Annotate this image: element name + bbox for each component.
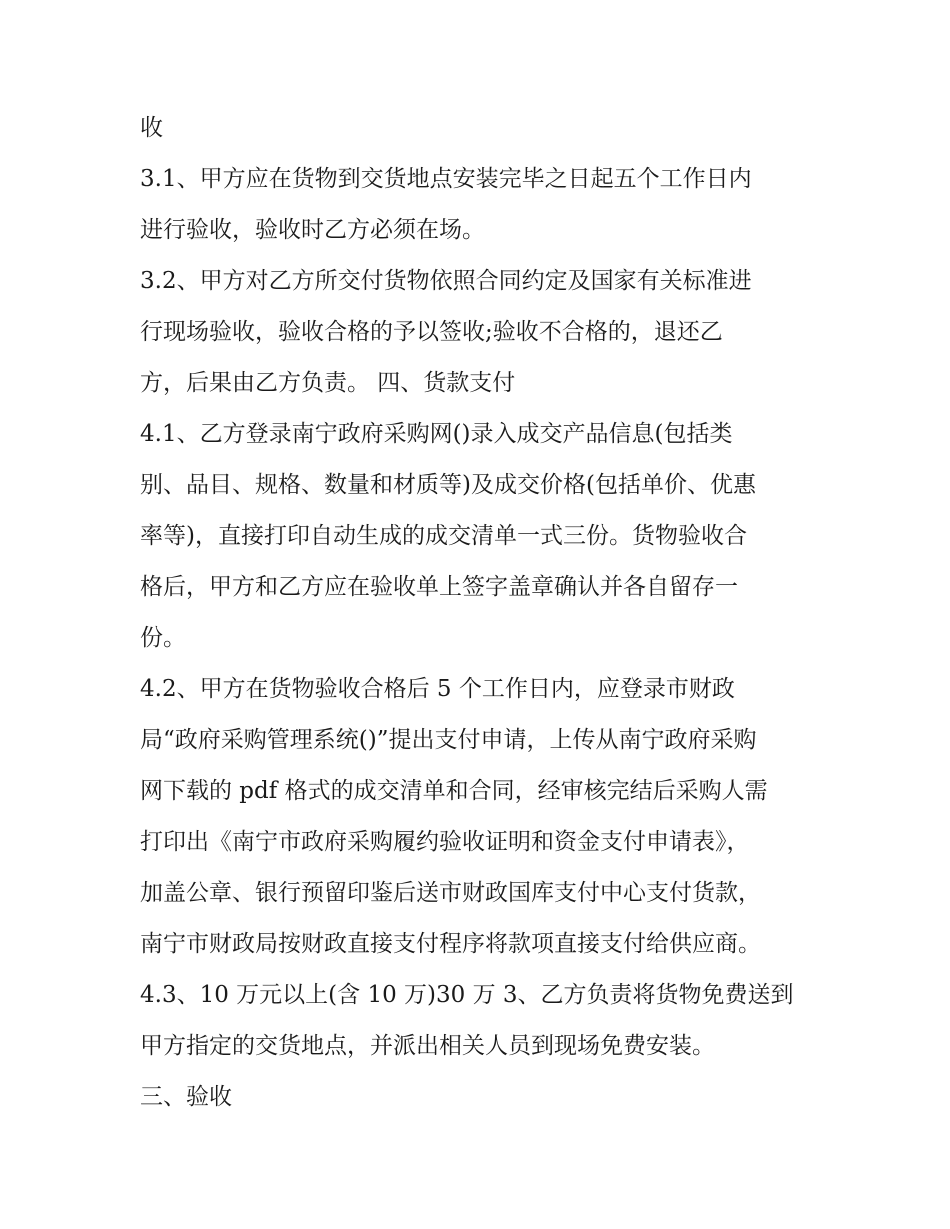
- text-line: 格后，甲方和乙方应在验收单上签字盖章确认并各自留存一: [140, 574, 738, 600]
- text-line: 甲方指定的交货地点，并派出相关人员到现场免费安装。: [140, 1033, 715, 1059]
- document-body: [140, 103, 820, 1123]
- text-line: 3.2、甲方对乙方所交付货物依照合同约定及国家有关标准进: [140, 268, 752, 294]
- text-line: 份。: [140, 625, 186, 651]
- text-line: 方，后果由乙方负责。 四、货款支付: [140, 370, 516, 396]
- text-line: 别、品目、规格、数量和材质等)及成交价格(包括单价、优惠: [140, 472, 756, 498]
- text-line: 加盖公章、银行预留印鉴后送市财政国库支付中心支付货款，: [140, 880, 761, 906]
- text-line: 3.1、甲方应在货物到交货地点安装完毕之日起五个工作日内: [140, 166, 752, 192]
- text-line: 打印出《南宁市政府采购履约验收证明和资金支付申请表》，: [140, 829, 750, 855]
- text-line: 4.1、乙方登录南宁政府采购网()录入成交产品信息(包括类: [140, 421, 733, 447]
- text-line: 率等)，直接打印自动生成的成交清单一式三份。货物验收合: [140, 523, 747, 549]
- text-line: 收: [140, 115, 163, 141]
- text-line: 4.2、甲方在货物验收合格后 5 个工作日内，应登录市财政: [140, 676, 735, 702]
- text-line: 网下载的 pdf 格式的成交清单和合同，经审核完结后采购人需: [140, 778, 768, 804]
- text-line: 局“政府采购管理系统()”提出支付申请，上传从南宁政府采购: [140, 727, 757, 753]
- text-line: 进行验收，验收时乙方必须在场。: [140, 217, 485, 243]
- text-line: 南宁市财政局按财政直接支付程序将款项直接支付给供应商。: [140, 931, 761, 957]
- text-line: 4.3、10 万元以上(含 10 万)30 万 3、乙方负责将货物免费送到: [140, 982, 794, 1008]
- text-line: 三、验收: [140, 1084, 232, 1110]
- text-line: 行现场验收，验收合格的予以签收;验收不合格的，退还乙: [140, 319, 723, 345]
